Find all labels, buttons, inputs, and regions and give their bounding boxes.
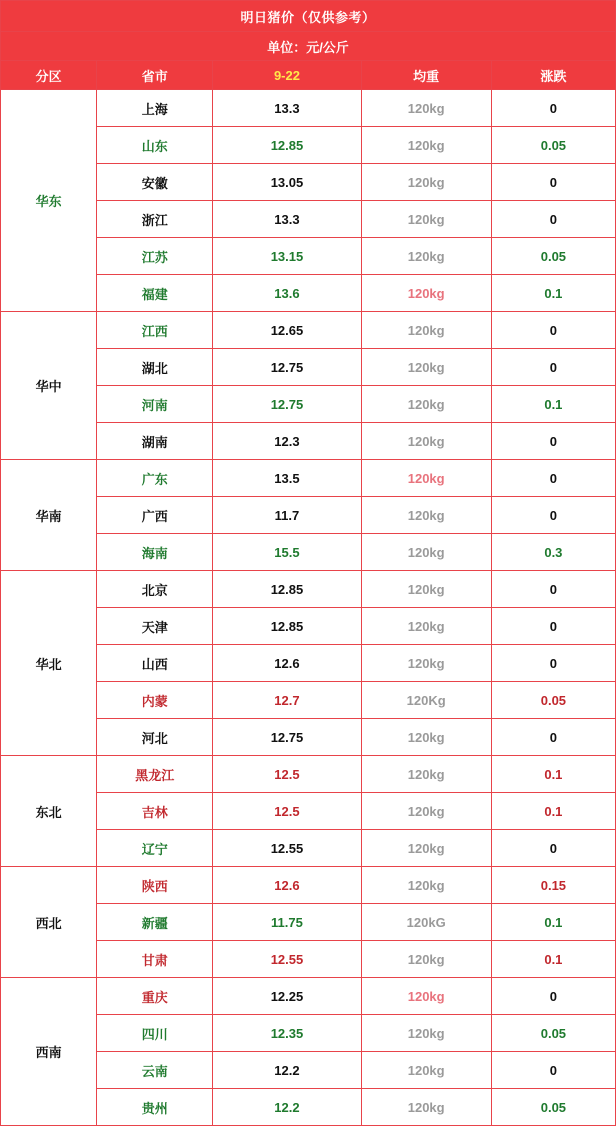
- change-cell: 0.3: [491, 534, 615, 571]
- change-cell: 0: [491, 460, 615, 497]
- table-row: [1, 312, 616, 349]
- change-cell: 0.15: [491, 867, 615, 904]
- province-cell: 山西: [97, 645, 213, 682]
- province-cell: 辽宁: [97, 830, 213, 867]
- province-cell: 吉林: [97, 793, 213, 830]
- price-cell: 12.75: [213, 349, 361, 386]
- province-cell: 内蒙: [97, 682, 213, 719]
- weight-cell: 120kg: [361, 201, 491, 238]
- price-cell: 13.3: [213, 201, 361, 238]
- change-cell: 0.1: [491, 756, 615, 793]
- weight-cell: 120kg: [361, 756, 491, 793]
- change-cell: 0.1: [491, 941, 615, 978]
- page-title: 明日猪价（仅供参考）: [1, 1, 616, 32]
- weight-cell: 120kg: [361, 1052, 491, 1089]
- weight-cell: 120kg: [361, 460, 491, 497]
- province-cell: 黑龙江: [97, 756, 213, 793]
- price-cell: 13.3: [213, 90, 361, 127]
- weight-cell: 120kg: [361, 571, 491, 608]
- price-cell: 12.25: [213, 978, 361, 1015]
- province-cell: 上海: [97, 90, 213, 127]
- price-cell: 12.3: [213, 423, 361, 460]
- region-cell: 华中: [1, 312, 97, 460]
- price-cell: 12.5: [213, 756, 361, 793]
- title-row: [1, 1, 616, 32]
- province-cell: 广东: [97, 460, 213, 497]
- table-header: [1, 1, 616, 90]
- weight-cell: 120kg: [361, 830, 491, 867]
- table-row: [1, 90, 616, 127]
- province-cell: 江西: [97, 312, 213, 349]
- change-cell: 0.05: [491, 682, 615, 719]
- price-cell: 13.05: [213, 164, 361, 201]
- province-cell: 湖南: [97, 423, 213, 460]
- price-cell: 12.85: [213, 127, 361, 164]
- province-cell: 河北: [97, 719, 213, 756]
- price-cell: 12.6: [213, 867, 361, 904]
- province-cell: 湖北: [97, 349, 213, 386]
- price-cell: 12.2: [213, 1089, 361, 1126]
- weight-cell: 120kg: [361, 534, 491, 571]
- weight-cell: 120kg: [361, 608, 491, 645]
- weight-cell: 120kg: [361, 386, 491, 423]
- price-cell: 12.35: [213, 1015, 361, 1052]
- column-header-region: 分区: [1, 61, 97, 90]
- column-header-date: 9-22: [213, 61, 361, 90]
- column-header-row: [1, 61, 616, 90]
- weight-cell: 120kg: [361, 349, 491, 386]
- change-cell: 0.1: [491, 386, 615, 423]
- price-cell: 12.65: [213, 312, 361, 349]
- province-cell: 海南: [97, 534, 213, 571]
- province-cell: 广西: [97, 497, 213, 534]
- weight-cell: 120kg: [361, 719, 491, 756]
- column-header-province: 省市: [97, 61, 213, 90]
- province-cell: 贵州: [97, 1089, 213, 1126]
- province-cell: 云南: [97, 1052, 213, 1089]
- province-cell: 河南: [97, 386, 213, 423]
- price-cell: 12.55: [213, 941, 361, 978]
- price-cell: 12.75: [213, 386, 361, 423]
- change-cell: 0: [491, 645, 615, 682]
- region-cell: 东北: [1, 756, 97, 867]
- province-cell: 浙江: [97, 201, 213, 238]
- change-cell: 0.05: [491, 1015, 615, 1052]
- province-cell: 山东: [97, 127, 213, 164]
- price-cell: 12.6: [213, 645, 361, 682]
- change-cell: 0: [491, 312, 615, 349]
- price-cell: 11.75: [213, 904, 361, 941]
- weight-cell: 120kg: [361, 645, 491, 682]
- province-cell: 甘肃: [97, 941, 213, 978]
- weight-cell: 120Kg: [361, 682, 491, 719]
- table-row: [1, 978, 616, 1015]
- weight-cell: 120kg: [361, 275, 491, 312]
- price-cell: 13.15: [213, 238, 361, 275]
- weight-cell: 120kg: [361, 867, 491, 904]
- region-cell: 华东: [1, 90, 97, 312]
- price-cell: 13.6: [213, 275, 361, 312]
- province-cell: 安徽: [97, 164, 213, 201]
- region-cell: 西南: [1, 978, 97, 1126]
- table-row: [1, 867, 616, 904]
- province-cell: 天津: [97, 608, 213, 645]
- province-cell: 福建: [97, 275, 213, 312]
- change-cell: 0: [491, 497, 615, 534]
- weight-cell: 120kg: [361, 1089, 491, 1126]
- province-cell: 新疆: [97, 904, 213, 941]
- price-cell: 12.85: [213, 571, 361, 608]
- region-cell: 西北: [1, 867, 97, 978]
- change-cell: 0: [491, 608, 615, 645]
- change-cell: 0.1: [491, 904, 615, 941]
- weight-cell: 120kg: [361, 90, 491, 127]
- province-cell: 北京: [97, 571, 213, 608]
- province-cell: 江苏: [97, 238, 213, 275]
- change-cell: 0: [491, 423, 615, 460]
- weight-cell: 120kG: [361, 904, 491, 941]
- change-cell: 0: [491, 571, 615, 608]
- table-body: [1, 90, 616, 1126]
- unit-row: [1, 32, 616, 61]
- price-cell: 11.7: [213, 497, 361, 534]
- price-cell: 12.2: [213, 1052, 361, 1089]
- province-cell: 重庆: [97, 978, 213, 1015]
- region-cell: 华南: [1, 460, 97, 571]
- weight-cell: 120kg: [361, 127, 491, 164]
- price-cell: 12.85: [213, 608, 361, 645]
- change-cell: 0.1: [491, 793, 615, 830]
- change-cell: 0: [491, 719, 615, 756]
- weight-cell: 120kg: [361, 164, 491, 201]
- region-cell: 华北: [1, 571, 97, 756]
- change-cell: 0: [491, 90, 615, 127]
- weight-cell: 120kg: [361, 312, 491, 349]
- province-cell: 陕西: [97, 867, 213, 904]
- weight-cell: 120kg: [361, 423, 491, 460]
- change-cell: 0.1: [491, 275, 615, 312]
- weight-cell: 120kg: [361, 793, 491, 830]
- weight-cell: 120kg: [361, 1015, 491, 1052]
- table-row: [1, 460, 616, 497]
- column-header-weight: 均重: [361, 61, 491, 90]
- unit-label: 单位：元/公斤: [1, 32, 616, 61]
- price-cell: 12.7: [213, 682, 361, 719]
- change-cell: 0: [491, 830, 615, 867]
- table-row: [1, 571, 616, 608]
- price-cell: 12.55: [213, 830, 361, 867]
- table-row: [1, 756, 616, 793]
- change-cell: 0.05: [491, 1089, 615, 1126]
- change-cell: 0.05: [491, 127, 615, 164]
- weight-cell: 120kg: [361, 978, 491, 1015]
- column-header-change: 涨跌: [491, 61, 615, 90]
- price-cell: 13.5: [213, 460, 361, 497]
- change-cell: 0: [491, 1052, 615, 1089]
- change-cell: 0.05: [491, 238, 615, 275]
- change-cell: 0: [491, 164, 615, 201]
- weight-cell: 120kg: [361, 497, 491, 534]
- province-cell: 四川: [97, 1015, 213, 1052]
- change-cell: 0: [491, 978, 615, 1015]
- price-cell: 12.5: [213, 793, 361, 830]
- price-cell: 15.5: [213, 534, 361, 571]
- price-cell: 12.75: [213, 719, 361, 756]
- change-cell: 0: [491, 349, 615, 386]
- weight-cell: 120kg: [361, 238, 491, 275]
- weight-cell: 120kg: [361, 941, 491, 978]
- change-cell: 0: [491, 201, 615, 238]
